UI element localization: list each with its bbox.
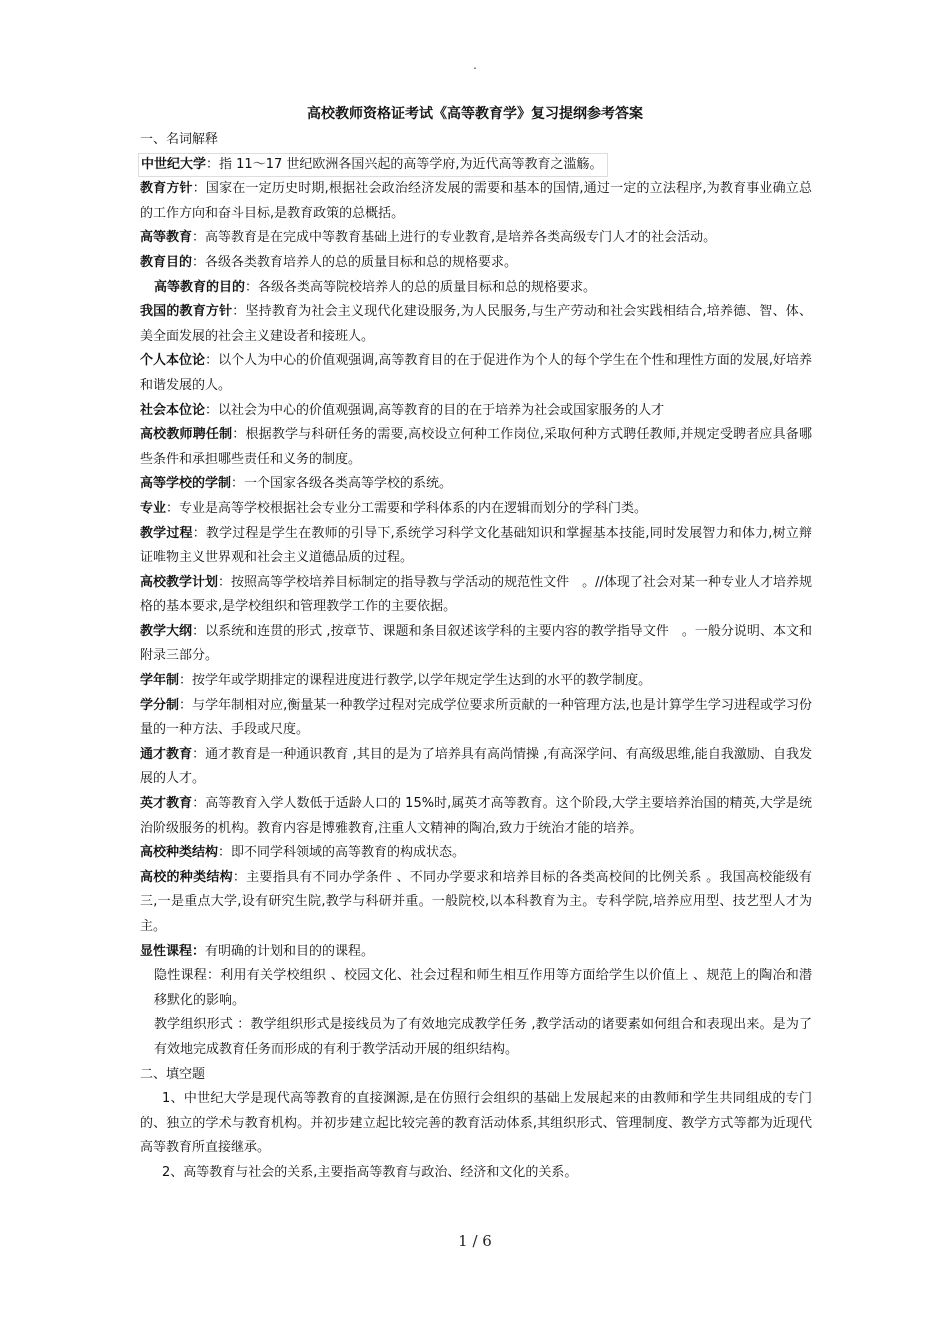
term-definition: ：一个国家各级各类高等学校的系统。 — [231, 476, 453, 492]
term-name: 高等教育 — [140, 230, 193, 246]
term-definition: ：以个人为中心的价值观强调,高等教育目的在于促进作为个人的每个学生在个性和理性方面的发展,好培养和谐发展的人。 — [140, 353, 812, 393]
section-heading-fill-in: 二、填空题 — [140, 1066, 206, 1082]
term-name: 学年制 — [140, 673, 180, 689]
term-name: 教学大纲 — [140, 623, 193, 639]
term-definition: ：指 11～17 世纪欧洲各国兴起的高等学府,为近代高等教育之滥觞。 — [206, 156, 603, 172]
term-entry — [140, 964, 812, 1013]
term-entry — [140, 743, 812, 792]
term-name: 个人本位论 — [140, 353, 206, 369]
term-entry — [140, 276, 812, 301]
fill-in-item: 1、中世纪大学是现代高等教育的直接渊源,是在仿照行会组织的基础上发展起来的由教师和学生共同组成的专门的、独立的学术与教育机构。并初步建立起比较完善的教育活动体系,其组织形式、管理制度、教学方式等都为近现代高等教育所直接继承。 — [140, 1091, 812, 1156]
term-definition: ：以社会为中心的价值观强调,高等教育的目的在于培养为社会或国家服务的人才 — [205, 402, 665, 418]
page-indicator: 1 / 6 — [458, 1232, 492, 1250]
term-entry — [140, 497, 812, 522]
term-definition: 教学组织形式 ：教学组织形式是接线员为了有效地完成教学任务 ,教学活动的诸要素如何组合和表现出来。是为了有效地完成教育任务而形成的有利于教学活动开展的组织结构。 — [154, 1017, 812, 1057]
term-name: 英才教育 — [140, 796, 193, 812]
term-entry — [140, 226, 812, 251]
term-name: 显性课程： — [140, 943, 206, 959]
term-definition: 有明确的计划和目的的课程。 — [205, 943, 375, 959]
term-entry — [140, 571, 812, 620]
term-name: 通才教育 — [140, 746, 193, 762]
term-definition: ：高等教育入学人数低于适龄人口的 15%时,属英才高等教育。这个阶段,大学主要培养治国的精英,大学是统治阶级服务的机构。教育内容是博雅教育,注重人文精神的陶冶,致力于统治才能的培养。 — [140, 796, 812, 836]
term-definition: ：通才教育是一种通识教育 ,其目的是为了培养具有高尚情操 ,有高深学问、有高级思维,能自我激励、自我发展的人才。 — [140, 746, 812, 787]
term-name: 教学过程 — [140, 525, 193, 541]
term-name: 教育目的 — [140, 254, 193, 270]
term-entry — [140, 866, 812, 940]
term-entry — [140, 153, 812, 178]
term-name: 高等学校的学制 — [140, 476, 232, 492]
term-name: 社会本位论 — [140, 402, 206, 418]
term-entry — [140, 472, 812, 497]
term-name: 高校教师聘任制 — [140, 427, 233, 443]
term-definition: ：教学过程是学生在教师的引导下,系统学习科学文化基础知识和掌握基本技能,同时发展智力和体力,树立辩证唯物主义世界观和社会主义道德品质的过程。 — [140, 525, 812, 566]
term-definition: ：即不同学科领域的高等教育的构成状态。 — [218, 845, 466, 861]
term-name: 专业 — [140, 500, 167, 516]
term-name: 学分制 — [140, 697, 180, 713]
term-name: 教育方针 — [140, 181, 193, 197]
term-entry — [140, 940, 812, 965]
term-entry — [140, 669, 812, 694]
term-entry — [140, 841, 812, 866]
term-definition: 隐性课程：利用有关学校组织 、校园文化、社会过程和师生相互作用等方面给学生以价值上 、规范上的陶冶和潜移默化的影响。 — [154, 968, 812, 1008]
term-name: 高校教学计划 — [140, 574, 219, 590]
term-definition: ：主要指具有不同办学条件 、不同办学要求和培养目标的各类高校间的比例关系 。我国高校能级有三,一是重点大学,设有研究生院,教学与科研并重。一般院校,以本科教育为主。专科学院,培养应用型、技艺型人才为主。 — [140, 869, 812, 934]
term-entry — [140, 522, 812, 571]
term-definition: ：按照高等学校培养目标制定的指导教与学活动的规范性文件 。//体现了社会对某一种专业人才培养规格的基本要求,是学校组织和管理教学工作的主要依据。 — [140, 574, 812, 615]
term-definition: ：按学年或学期排定的课程进度进行教学,以学年规定学生达到的水平的教学制度。 — [179, 673, 652, 689]
term-entry — [140, 694, 812, 743]
term-definition: ：与学年制相对应,衡量某一种教学过程对完成学位要求所贡献的一种管理方法,也是计算学生学习进程或学习份量的一种方法、手段或尺度。 — [140, 697, 812, 738]
term-entry — [140, 300, 812, 349]
term-entry — [140, 349, 812, 398]
term-definition: ：专业是高等学校根据社会专业分工需要和学科体系的内在逻辑而划分的学科门类。 — [166, 500, 648, 516]
highlight-box — [138, 153, 608, 177]
term-entry — [140, 251, 812, 276]
document-body — [140, 128, 812, 1186]
section-heading-definitions: 一、名词解释 — [140, 132, 219, 147]
term-entry — [140, 620, 812, 669]
term-definition: ：以系统和连贯的形式 ,按章节、课题和条目叙述该学科的主要内容的教学指导文件 。一般分说明、本文和附录三部分。 — [140, 623, 812, 664]
term-definition: ：国家在一定历史时期,根据社会政治经济发展的需要和基本的国情,通过一定的立法程序,为教育事业确立总的工作方向和奋斗目标,是教育政策的总概括。 — [140, 181, 812, 221]
term-definition: ：根据教学与科研任务的需要,高校设立何种工作岗位,采取何种方式聘任教师,并规定受聘者应具备哪些条件和承担哪些责任和义务的制度。 — [140, 427, 812, 467]
term-entry — [140, 1013, 812, 1062]
term-definition: ：高等教育是在完成中等教育基础上进行的专业教育,是培养各类高级专门人才的社会活动。 — [192, 230, 717, 246]
term-definition: ：坚持教育为社会主义现代化建设服务,为人民服务,与生产劳动和社会实践相结合,培养德、智、体、美全面发展的社会主义建设者和接班人。 — [140, 304, 812, 344]
term-entry — [140, 177, 812, 226]
header-dot: . — [473, 58, 477, 72]
term-name: 我国的教育方针 — [140, 304, 233, 320]
term-definition: ：各级各类教育培养人的总的质量目标和总的规格要求。 — [192, 254, 518, 270]
term-name: 中世纪大学 — [141, 156, 207, 172]
document-title: 高校教师资格证考试《高等教育学》复习提纲参考答案 — [307, 106, 643, 122]
term-entry — [140, 399, 812, 424]
term-definition: ：各级各类高等院校培养人的总的质量目标和总的规格要求。 — [245, 279, 597, 295]
term-name: 高校种类结构 — [140, 845, 219, 861]
term-entry — [140, 423, 812, 472]
term-name: 高校的种类结构 — [140, 869, 233, 885]
term-name: 高等教育的目的 — [154, 279, 246, 295]
fill-in-item: 2、高等教育与社会的关系,主要指高等教育与政治、经济和文化的关系。 — [162, 1164, 578, 1180]
term-entry — [140, 792, 812, 841]
